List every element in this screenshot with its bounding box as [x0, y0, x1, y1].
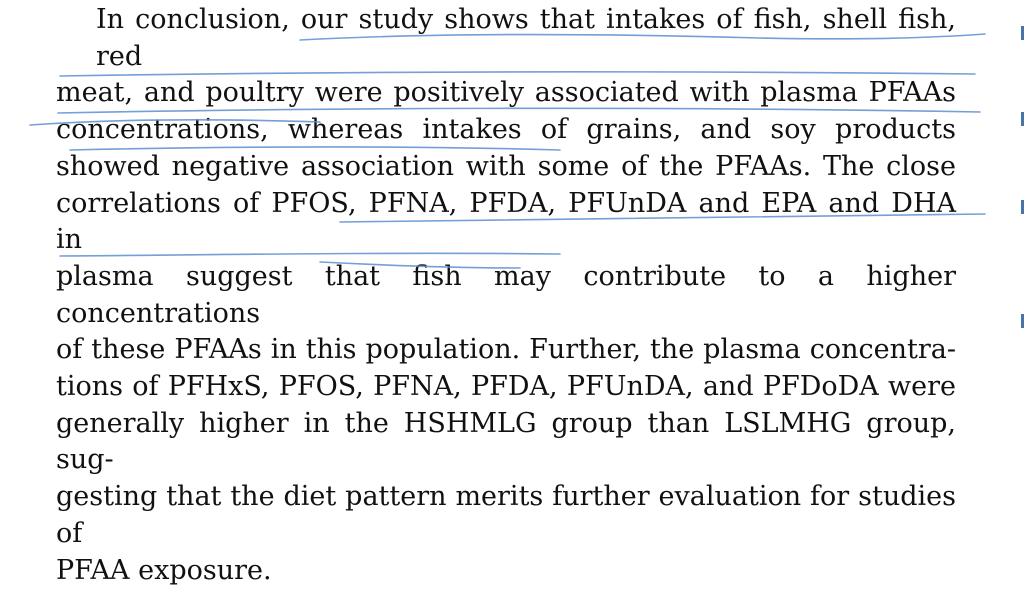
- paragraph-line-3: concentrations, whereas intakes of grains, and soy products: [56, 114, 956, 146]
- paragraph-line-6: plasma suggest that fish may contribute to a higher concentrations: [56, 260, 956, 329]
- paragraph-line-10: gesting that the diet pattern merits further evaluation for studies of: [56, 481, 956, 549]
- paragraph-line-5: correlations of PFOS, PFNA, PFDA, PFUnDA and EPA and DHA in: [56, 187, 956, 256]
- paragraph-line-9: generally higher in the HSHMLG group than LSLMHG group, sug-: [56, 407, 956, 476]
- paragraph-line-2: meat, and poultry were positively associated with plasma PFAAs: [56, 77, 956, 109]
- paragraph-line-1: In conclusion, our study shows that intakes of fish, shell fish, red: [96, 4, 956, 72]
- paragraph-line-8: tions of PFHxS, PFOS, PFNA, PFDA, PFUnDA, and PFDoDA were: [56, 371, 956, 403]
- paragraph-line-7: of these PFAAs in this population. Further, the plasma concentra-: [56, 334, 956, 366]
- paragraph-line-11: PFAA exposure.: [56, 554, 272, 586]
- conclusion-paragraph: [56, 2, 956, 589]
- paragraph-line-4: showed negative association with some of the PFAAs. The close: [56, 150, 956, 182]
